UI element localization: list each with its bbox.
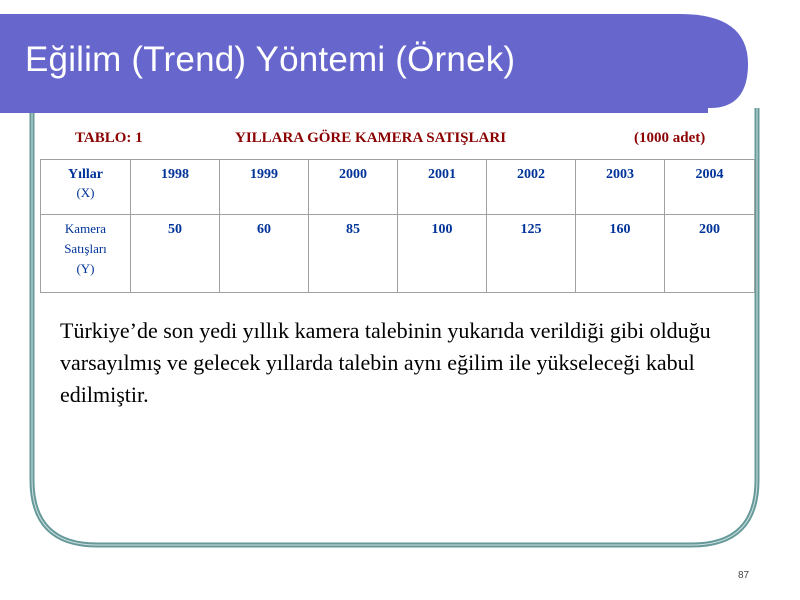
row-header-sales-line1: Kamera — [64, 221, 107, 236]
title-underline — [0, 108, 708, 113]
row-header-sales-line2: Satışları — [64, 241, 107, 256]
row-header-years — [41, 160, 131, 215]
row-header-years-symbol: (X) — [76, 185, 95, 200]
year-cell: 2001 — [398, 160, 487, 215]
year-cell: 2002 — [487, 160, 576, 215]
sales-cell: 160 — [576, 215, 665, 293]
year-cell: 2003 — [576, 160, 665, 215]
table-row-sales — [41, 215, 755, 293]
sales-cell: 50 — [131, 215, 220, 293]
row-header-sales-symbol: (Y) — [76, 261, 95, 276]
page-number: 87 — [738, 570, 750, 581]
sales-cell: 125 — [487, 215, 576, 293]
row-header-sales — [41, 215, 131, 293]
slide-title: Eğilim (Trend) Yöntemi (Örnek) — [25, 40, 516, 79]
row-header-years-label: Yıllar — [68, 167, 103, 182]
year-cell: 1999 — [220, 160, 309, 215]
body-paragraph: Türkiye’de son yedi yıllık kamera talebinin yukarıda verildiği gibi olduğu varsayılmış ve gelecek yıllarda talebin aynı eğilim ile yükseleceği kabul edilmiştir. — [60, 318, 711, 407]
table-caption-title: YILLARA GÖRE KAMERA SATIŞLARI — [235, 130, 507, 146]
sales-cell: 100 — [398, 215, 487, 293]
table-caption-id: TABLO: 1 — [75, 130, 143, 146]
year-cell: 2004 — [665, 160, 755, 215]
sales-cell: 85 — [309, 215, 398, 293]
sales-cell: 60 — [220, 215, 309, 293]
sales-cell: 200 — [665, 215, 755, 293]
table-caption-unit: (1000 adet) — [634, 130, 706, 146]
year-cell: 2000 — [309, 160, 398, 215]
table-row-years — [41, 160, 755, 215]
year-cell: 1998 — [131, 160, 220, 215]
sales-table — [40, 159, 755, 293]
